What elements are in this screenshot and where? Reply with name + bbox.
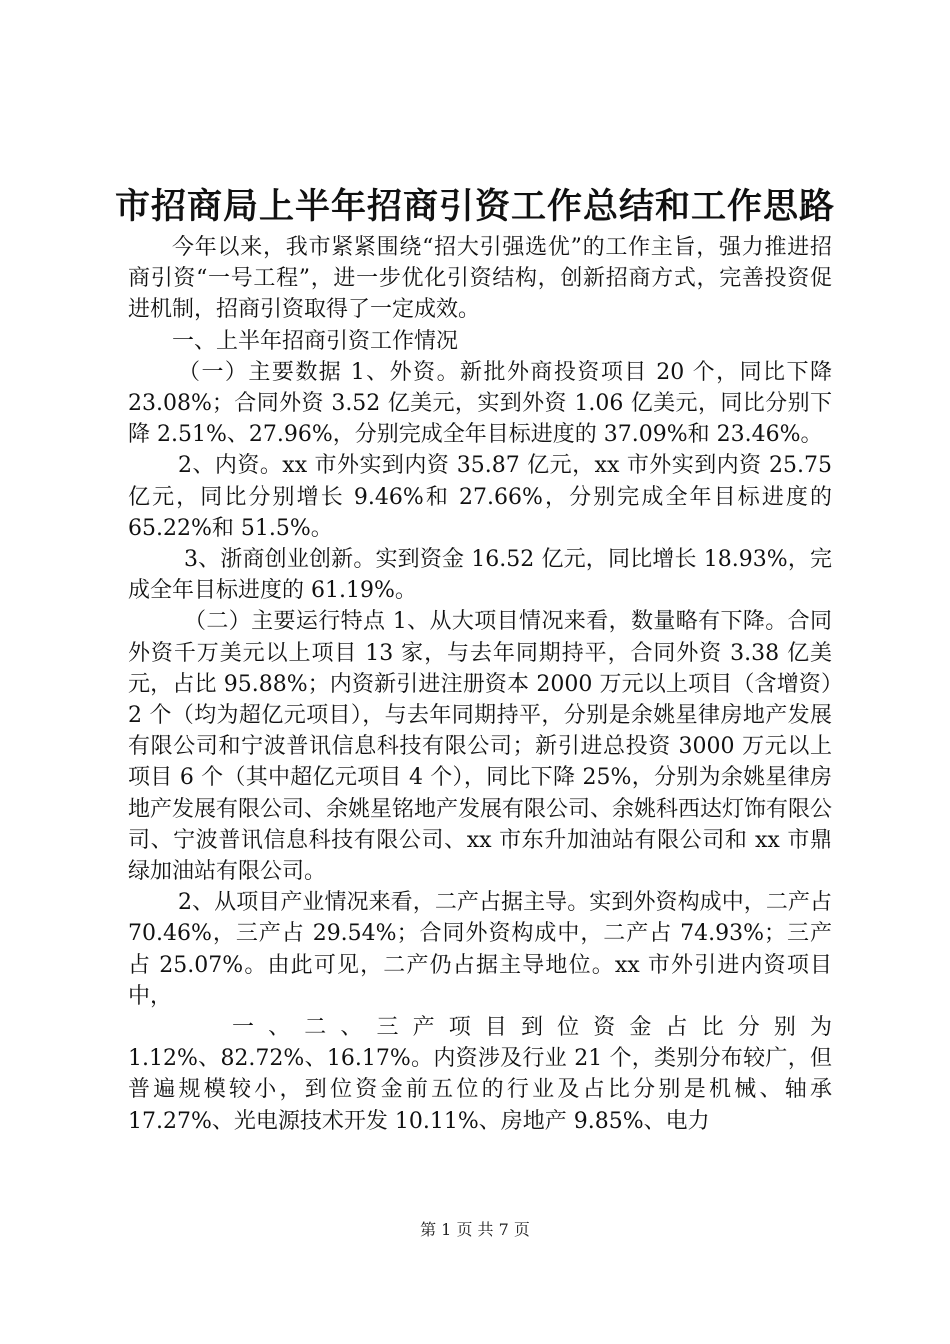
zhejiang-business-paragraph: 3、浙商创业创新。实到资金 16.52 亿元，同比增长 18.93%，完成全年目标进度的 61.19%。 (128, 547, 832, 604)
industry-structure-paragraph: 2、从项目产业情况来看，二产占据主导。实到外资构成中，二产占 70.46%，三产占 29.54%；合同外资构成中，二产占 74.93%；三产占 25.07%。由此可见，二产仍占据主导地位。xx 市外引进内资项目中， (128, 890, 832, 1009)
document-title: 市招商局上半年招商引资工作总结和工作思路 (114, 186, 835, 227)
page-footer: 第 1 页 共 7 页 (420, 1220, 530, 1239)
industry-share-line: 一、二、三产项目到位资金占比分别为 (232, 1015, 832, 1041)
domestic-capital-paragraph: 2、内资。xx 市外实到内资 35.87 亿元，xx 市外实到内资 25.75 亿元，同比分别增长 9.46%和 27.66%，分别完成全年目标进度的 65.22%和 51.5%。 (128, 453, 832, 541)
major-projects-paragraph: （二）主要运行特点 1、从大项目情况来看，数量略有下降。合同外资千万美元以上项目 13 家，与去年同期持平，合同外资 3.38 亿美元，占比 95.88%；内资新引进注册资本 2000 万元以上项目（含增资）2 个（均为超亿元项目），与去年同期持平，分别是余姚星律房地产发展有限公司和宁波普讯信息科技有限公司；新引进总投资 3000 万元以上项目 6 个（其中超亿元项目 4 个），同比下降 25%，分别为余姚星律房地产发展有限公司、余姚星铭地产发展有限公司、余姚科西达灯饰有限公司、宁波普讯信息科技有限公司、xx 市东升加油站有限公司和 xx 市鼎绿加油站有限公司。 (128, 609, 833, 885)
industry-share-continuation: 1.12%、82.72%、16.17%。内资涉及行业 21 个，类别分布较广，但普遍规模较小，到位资金前五位的行业及占比分别是机械、轴承 17.27%、光电源技术开发 10.11%、房地产 9.85%、电力 (128, 1046, 832, 1134)
foreign-capital-paragraph: （一）主要数据 1、外资。新批外商投资项目 20 个，同比下降 23.08%；合同外资 3.52 亿美元，实到外资 1.06 亿美元，同比分别下降 2.51%、27.96%，分别完成全年目标进度的 37.09%和 23.46%。 (128, 359, 832, 448)
section-heading: 一、上半年招商引资工作情况 (172, 328, 459, 354)
intro-paragraph: 今年以来，我市紧紧围绕“招大引强选优”的工作主旨，强力推进招商引资“一号工程”，进一步优化引资结构，创新招商方式，完善投资促进机制，招商引资取得了一定成效。 (128, 235, 832, 323)
document-body (128, 232, 832, 1137)
